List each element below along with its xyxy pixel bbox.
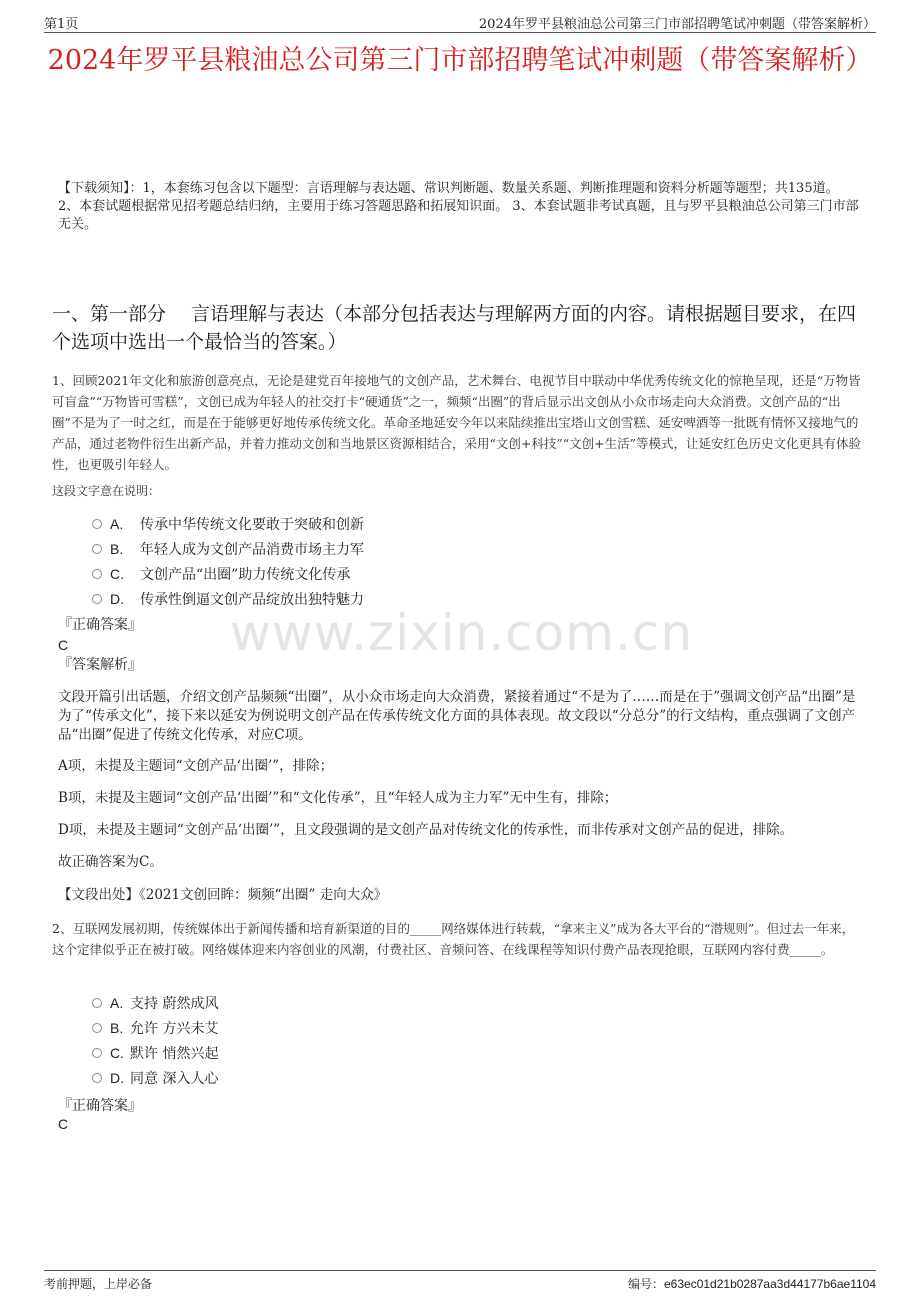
question-2-text: 2、互联网发展初期，传统媒体出于新闻传播和培育新渠道的目的_____网络媒体进行转载，“拿来主义”成为各大平台的“潜规则”。但过去一年来，这个定律似乎正在被打破。网络媒体迎来内容创业的风潮，付费社区、音频问答、在线课程等知识付费产品表现抢眼，互联网内容付费_____。 <box>52 921 855 957</box>
option-text: 默许 悄然兴起 <box>130 1045 219 1062</box>
source-citation: 【文段出处】《2021文创回眸：频频“出圈” 走向大众》 <box>58 887 388 903</box>
option-letter: B. <box>110 1019 124 1036</box>
question-1-options <box>92 511 592 611</box>
answer-value: C <box>58 1116 69 1132</box>
option-text: 文创产品“出圈”助力传统文化传承 <box>140 566 351 583</box>
option-letter: A. <box>110 994 124 1011</box>
page-footer <box>44 1270 876 1291</box>
elimination-a: A项，未提及主题词“文创产品‘出圈’”，排除； <box>58 758 334 774</box>
header-doc-title: 2024年罗平县粮油总公司第三门市部招聘笔试冲刺题（带答案解析） <box>478 17 876 32</box>
radio-icon[interactable] <box>92 1073 102 1083</box>
option-text: 年轻人成为文创产品消费市场主力军 <box>140 541 364 558</box>
footer-serial: 编号：e63ec01d21b0287aa3d44177b6ae1104 <box>628 1277 876 1291</box>
option-text: 支持 蔚然成风 <box>130 995 219 1012</box>
document-title: 2024年罗平县粮油总公司第三门市部招聘笔试冲刺题（带答案解析） <box>47 45 873 76</box>
radio-icon[interactable] <box>92 594 102 604</box>
page-number: 第1页 <box>44 17 79 32</box>
option-text: 传承性倒逼文创产品绽放出独特魅力 <box>140 591 364 608</box>
option-text: 传承中华传统文化要敢于突破和创新 <box>140 516 364 533</box>
page-header <box>44 10 876 33</box>
radio-icon[interactable] <box>92 519 102 529</box>
option-c[interactable] <box>92 1040 592 1065</box>
option-text: 同意 深入人心 <box>130 1070 219 1087</box>
section-heading: 一、第一部分 言语理解与表达（本部分包括表达与理解两方面的内容。请根据题目要求，在四个选项中选出一个最恰当的答案。） <box>52 303 857 353</box>
option-letter: D. <box>110 1069 124 1086</box>
radio-icon[interactable] <box>92 1023 102 1033</box>
option-letter: B. <box>110 540 124 557</box>
radio-icon[interactable] <box>92 544 102 554</box>
radio-icon[interactable] <box>92 1048 102 1058</box>
option-text: 允许 方兴未艾 <box>130 1020 219 1037</box>
answer-label: 『正确答案』 <box>58 617 142 633</box>
radio-icon[interactable] <box>92 569 102 579</box>
question-1-text: 1、回顾2021年文化和旅游创意亮点，无论是建党百年接地气的文创产品，艺术舞台、电视节目中联动中华优秀传统文化的惊艳呈现，还是“万物皆可盲盒”“万物皆可雪糕”，文创已成为年轻人的社交打卡“硬通货”之一，频频“出圈”的背后显示出文创从小众市场走向大众消费。文创产品的“出圈”不是为了一时之红，而是在于能够更好地传承传统文化。革命圣地延安今年以来陆续推出宝塔山文创雪糕、延安啤酒等一批既有情怀又接地气的产品，通过老物件衍生出新产品，并着力推动文创和当地景区资源相结合，采用“文创+科技”“文创+生活”等模式，让延安红色历史文化更具有体验性，也更吸引年轻人。 <box>52 373 862 472</box>
option-letter: A. <box>110 515 124 532</box>
analysis-label: 『答案解析』 <box>58 657 142 673</box>
answer-value: C <box>58 637 69 653</box>
option-b[interactable] <box>92 1015 592 1040</box>
radio-icon[interactable] <box>92 998 102 1008</box>
option-a[interactable] <box>92 990 592 1015</box>
download-notice: 【下载须知】：1，本套练习包含以下题型：言语理解与表达题、常识判断题、数量关系题、判断推理题和资料分析题等题型；共135道。 2、本套试题根据常见招考题总结归纳，主要用于练习答题思路和拓展知识面。 3、本套试题非考试真题，且与罗平县粮油总公司第三门市部无关。 <box>58 181 859 232</box>
question-1-prompt: 这段文字意在说明： <box>52 484 161 498</box>
option-a[interactable] <box>92 511 592 536</box>
elimination-b: B项，未提及主题词“文创产品‘出圈’”和“文化传承”，且“年轻人成为主力军”无中生有，排除； <box>58 790 618 806</box>
footer-slogan: 考前押题，上岸必备 <box>44 1277 153 1291</box>
option-c[interactable] <box>92 561 592 586</box>
option-b[interactable] <box>92 536 592 561</box>
option-letter: C. <box>110 565 124 582</box>
question-2-options <box>92 990 592 1090</box>
option-letter: D. <box>110 590 124 607</box>
option-d[interactable] <box>92 1065 592 1090</box>
elimination-d: D项，未提及主题词“文创产品‘出圈’”，且文段强调的是文创产品对传统文化的传承性，而非传承对文创产品的促进，排除。 <box>58 822 794 838</box>
analysis-text: 文段开篇引出话题，介绍文创产品频频“出圈”，从小众市场走向大众消费，紧接着通过“不是为了……而是在于”强调文创产品“出圈”是为了“传承文化”，接下来以延安为例说明文创产品在传承传统文化方面的具体表现。故文段以“分总分”的行文结构，重点强调了文创产品“出圈”促进了传统文化传承，对应C项。 <box>58 689 856 743</box>
watermark: www.zixin.com.cn <box>230 604 694 662</box>
conclusion: 故正确答案为C。 <box>58 854 163 870</box>
answer-label: 『正确答案』 <box>58 1098 142 1114</box>
option-letter: C. <box>110 1044 124 1061</box>
